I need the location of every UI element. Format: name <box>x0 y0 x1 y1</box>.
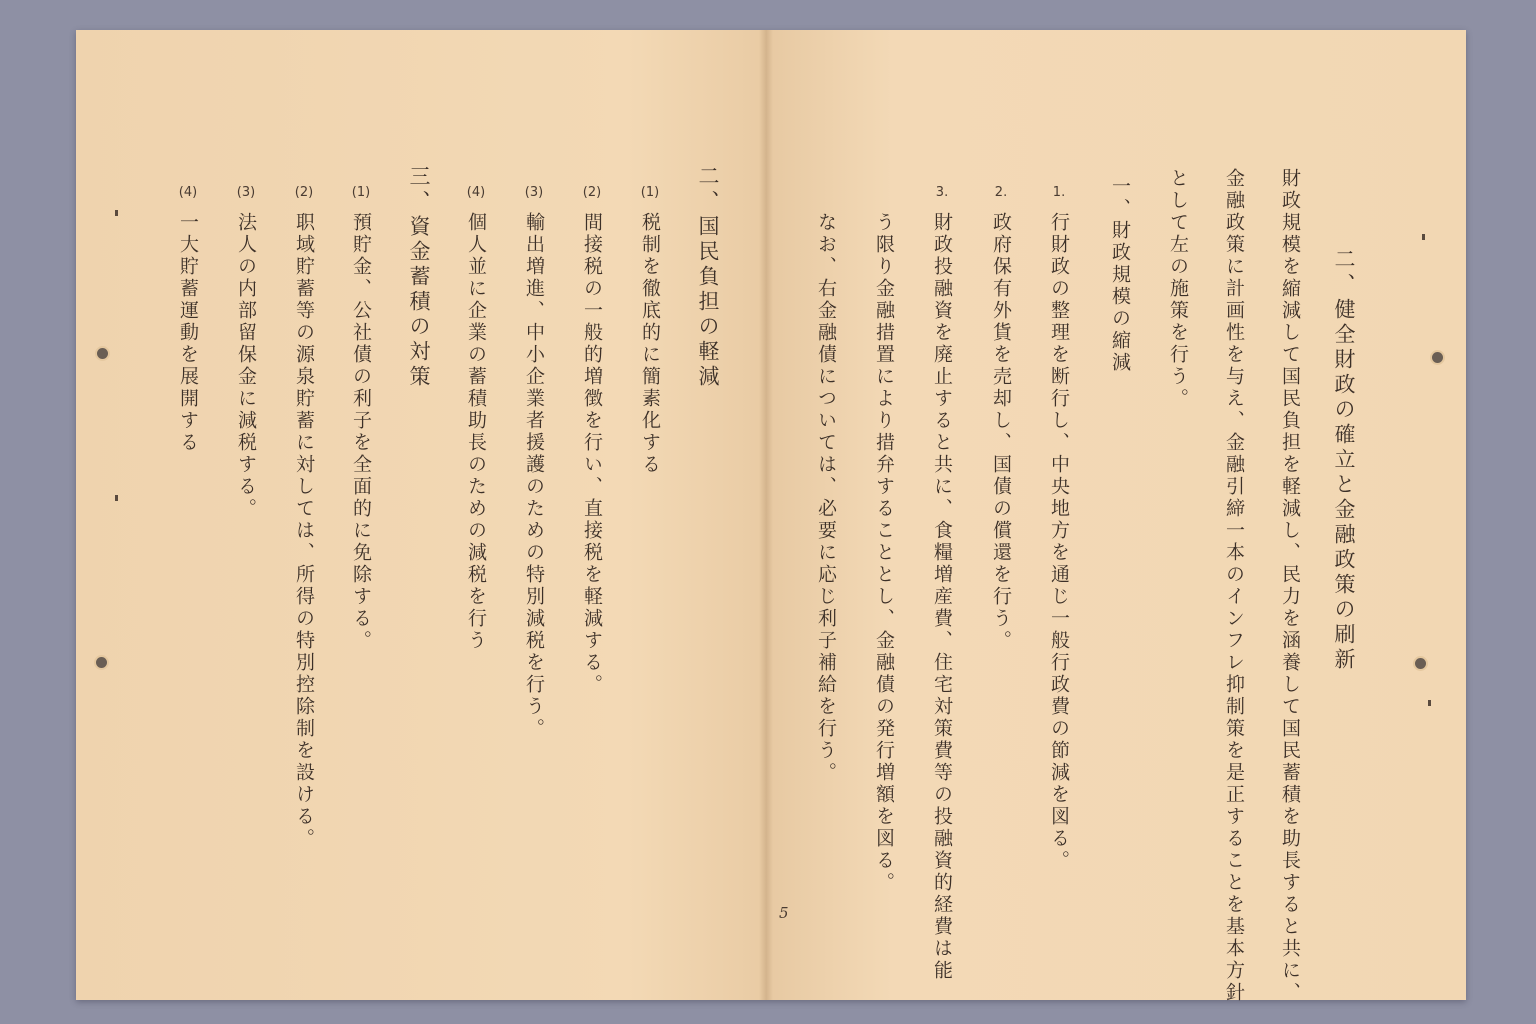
s2-item-4-text: 個人並に企業の蓄積助長のための減税を行う <box>465 212 487 652</box>
paper-mark <box>1428 700 1431 706</box>
intro-line-3: として左の施策を行う。 <box>1167 168 1189 410</box>
book-gutter <box>759 30 773 1000</box>
s2-item-1-number: (1) <box>640 185 660 200</box>
paper-mark <box>115 495 118 501</box>
s3-item-3-number: (3) <box>236 185 256 200</box>
s3-item-3-text: 法人の内部留保金に減税する。 <box>235 212 257 520</box>
s2-item-3-text: 輸出増進、中小企業者援護のための特別減税を行う。 <box>523 212 545 740</box>
intro-line-2: 金融政策に計画性を与え、金融引締一本のインフレ抑制策を是正することを基本方針 <box>1223 168 1245 1004</box>
s2-item-1-text: 税制を徹底的に簡素化する <box>639 212 661 476</box>
s2-item-3-number: (3) <box>524 185 544 200</box>
s3-item-1-number: (1) <box>351 185 371 200</box>
section2-heading: 二、国民負担の軽減 <box>696 165 720 390</box>
paper-mark <box>115 210 118 216</box>
s3-item-2-text: 职域貯蓄等の源泉貯蓄に対しては、所得の特別控除制を設ける。 <box>293 212 315 850</box>
item-1-number: 1. <box>1052 185 1066 200</box>
page-number: 5 <box>779 904 789 922</box>
s2-item-4-number: (4) <box>466 185 486 200</box>
binding-hole <box>1432 352 1443 363</box>
s2-item-2-text: 間接税の一般的増徴を行い、直接税を軽減する。 <box>581 212 603 696</box>
item-2-number: 2. <box>994 185 1008 200</box>
item-2-text: 政府保有外貨を売却し、国債の償還を行う。 <box>990 212 1012 652</box>
paper-mark <box>1422 234 1425 240</box>
item-3-text: 財政投融資を廃止すると共に、食糧増産費、住宅対策費等の投融資的経費は能 <box>931 212 953 982</box>
item-3-number: 3. <box>935 185 949 200</box>
document-spread <box>76 30 1466 1000</box>
s3-item-4-number: (4) <box>178 185 198 200</box>
item-3-continuation: う限り金融措置により措弁することとし、金融債の発行増額を図る。 <box>873 212 895 894</box>
item-1-text: 行財政の整理を断行し、中央地方を通じ一般行政費の節減を図る。 <box>1048 212 1070 872</box>
item-note: なお、右金融債については、必要に応じ利子補給を行う。 <box>815 212 837 784</box>
binding-hole <box>96 657 107 668</box>
s2-item-2-number: (2) <box>582 185 602 200</box>
s3-item-2-number: (2) <box>294 185 314 200</box>
intro-line-1: 財政規模を縮減して国民負担を軽減し、民力を涵養して国民蓄積を助長すると共に、 <box>1279 168 1301 1004</box>
binding-hole <box>97 348 108 359</box>
s3-item-1-text: 預貯金、公社債の利子を全面的に免除する。 <box>350 212 372 652</box>
right-page-title: 二、健全財政の確立と金融政策の刷新 <box>1332 248 1356 673</box>
binding-hole <box>1415 658 1426 669</box>
section1-heading: 一、財政規模の縮減 <box>1109 176 1131 374</box>
section3-heading: 三、資金蓄積の対策 <box>407 165 431 390</box>
s3-item-4-text: 一大貯蓄運動を展開する <box>177 212 199 454</box>
